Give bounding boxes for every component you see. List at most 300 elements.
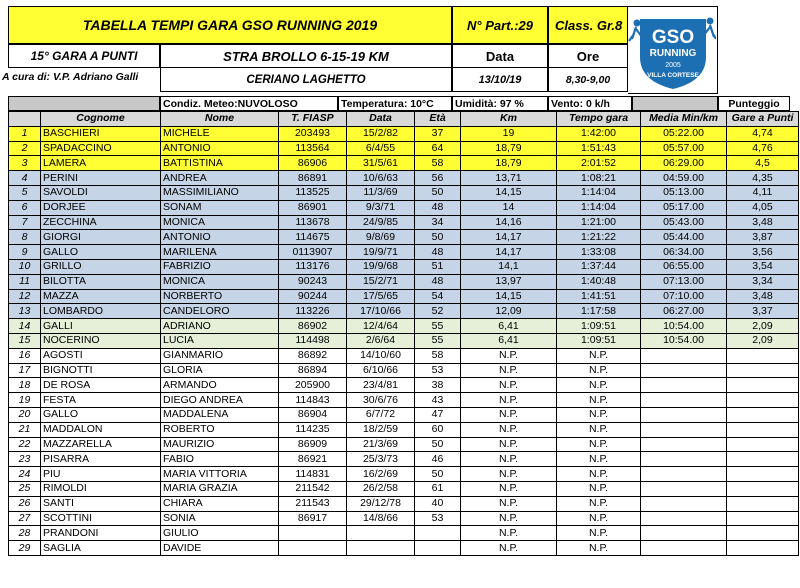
cell-media: 05:22.00 [641,126,727,141]
cell-media: 06:55.00 [641,259,727,274]
col-header: Cognome [41,112,161,127]
cell-nome: SONAM [161,200,279,215]
score-label: Punteggio [718,96,790,111]
cell-cognome: LAMERA [41,156,161,171]
cell-nome: NORBERTO [161,289,279,304]
cell-cognome: PRANDONI [41,526,161,541]
cell-punti [727,511,799,526]
cell-km: 14,16 [461,215,557,230]
cell-km: 14,17 [461,245,557,260]
cell-eta [415,526,461,541]
logo-runner-icon [628,7,716,93]
cell-punti: 4,76 [727,141,799,156]
table-row [9,541,799,556]
col-header: Tempo gara [557,112,641,127]
cell-nome: ROBERTO [161,422,279,437]
cell-punti: 4,05 [727,200,799,215]
cell-km: N.P. [461,541,557,556]
cell-punti: 3,56 [727,245,799,260]
cell-n: 17 [9,363,41,378]
cell-nome: CANDELORO [161,304,279,319]
cell-n: 10 [9,259,41,274]
svg-text:VILLA CORTESE: VILLA CORTESE [647,72,699,79]
table-header-row [9,112,799,127]
cell-cognome: GIORGI [41,230,161,245]
cell-km: 12,09 [461,304,557,319]
cell-nome: FABIO [161,452,279,467]
cell-media: 06:29.00 [641,156,727,171]
cell-data: 6/4/55 [347,141,415,156]
cell-media [641,496,727,511]
cell-data: 11/3/69 [347,185,415,200]
cell-tempo: 1:21:22 [557,230,641,245]
col-header: Data [347,112,415,127]
table-row [9,200,799,215]
cell-fiasp: 86906 [279,156,347,171]
results-table [8,111,799,556]
cell-fiasp: 90244 [279,289,347,304]
cell-km: N.P. [461,496,557,511]
cell-fiasp: 86917 [279,511,347,526]
cell-km: N.P. [461,452,557,467]
cell-punti: 4,74 [727,126,799,141]
cell-eta: 48 [415,245,461,260]
cell-cognome: BILOTTA [41,274,161,289]
cell-punti [727,467,799,482]
cell-km: 18,79 [461,141,557,156]
cell-tempo: 1:21:00 [557,215,641,230]
cell-media [641,437,727,452]
race-name: STRA BROLLO 6-15-19 KM [160,44,452,68]
cell-cognome: GRILLO [41,259,161,274]
cell-km: 14,15 [461,185,557,200]
cell-km: N.P. [461,378,557,393]
cell-fiasp: 114675 [279,230,347,245]
cell-fiasp: 113226 [279,304,347,319]
cell-fiasp: 86892 [279,348,347,363]
cell-tempo: N.P. [557,363,641,378]
cell-eta: 51 [415,259,461,274]
cell-nome: ANTONIO [161,141,279,156]
cell-media: 05:44.00 [641,230,727,245]
cell-media: 04:59.00 [641,171,727,186]
cell-n: 2 [9,141,41,156]
cell-n: 8 [9,230,41,245]
class-label: Class. Gr.8 [548,6,628,44]
cell-data: 31/5/61 [347,156,415,171]
cell-nome: SONIA [161,511,279,526]
curator-label: A cura di: V.P. Adriano Galli [2,71,139,83]
cell-data: 16/2/69 [347,467,415,482]
cell-tempo: 1:51:43 [557,141,641,156]
cell-data: 21/3/69 [347,437,415,452]
cell-fiasp: 86894 [279,363,347,378]
cell-n: 14 [9,319,41,334]
cell-eta: 50 [415,467,461,482]
svg-text:2005: 2005 [665,62,681,69]
cell-media: 05:43.00 [641,215,727,230]
table-row [9,437,799,452]
cell-nome: CHIARA [161,496,279,511]
cell-nome: LUCIA [161,333,279,348]
cell-cognome: AGOSTI [41,348,161,363]
cell-cognome: FESTA [41,393,161,408]
cell-punti: 4,5 [727,156,799,171]
cell-data [347,526,415,541]
cell-km: N.P. [461,422,557,437]
gara-label: 15° GARA A PUNTI [8,44,160,68]
cell-data: 29/12/78 [347,496,415,511]
cell-km: 6,41 [461,333,557,348]
col-header: Età [415,112,461,127]
cell-punti [727,541,799,556]
table-row [9,378,799,393]
cell-tempo: 1:14:04 [557,185,641,200]
table-row [9,185,799,200]
cell-nome: ADRIANO [161,319,279,334]
cell-eta: 37 [415,126,461,141]
wind: Vento: 0 k/h [548,96,632,111]
cell-n: 5 [9,185,41,200]
cell-n: 19 [9,393,41,408]
cell-cognome: BASCHIERI [41,126,161,141]
cell-km: N.P. [461,526,557,541]
cell-eta: 53 [415,511,461,526]
cell-n: 16 [9,348,41,363]
cell-km: 19 [461,126,557,141]
cell-data: 30/6/76 [347,393,415,408]
cell-eta: 54 [415,289,461,304]
cell-n: 21 [9,422,41,437]
cell-tempo: 1:37:44 [557,259,641,274]
col-header: Nome [161,112,279,127]
cell-nome: MASSIMILIANO [161,185,279,200]
cell-n: 6 [9,200,41,215]
cell-data: 15/2/71 [347,274,415,289]
participants-count: N° Part.:29 [452,6,548,44]
cell-eta: 46 [415,452,461,467]
cell-punti: 3,48 [727,215,799,230]
table-row [9,363,799,378]
cell-nome: MARILENA [161,245,279,260]
cell-n: 4 [9,171,41,186]
cell-tempo: N.P. [557,496,641,511]
cell-data: 9/8/69 [347,230,415,245]
cell-nome: ANDREA [161,171,279,186]
cell-punti [727,378,799,393]
cell-n: 23 [9,452,41,467]
cell-tempo: 1:09:51 [557,333,641,348]
cell-data: 6/7/72 [347,407,415,422]
cell-tempo: 1:14:04 [557,200,641,215]
cell-punti: 3,37 [727,304,799,319]
cell-eta: 61 [415,481,461,496]
cell-media [641,511,727,526]
table-row [9,171,799,186]
cell-n: 27 [9,511,41,526]
table-row [9,126,799,141]
cell-punti: 2,09 [727,333,799,348]
cell-punti [727,393,799,408]
table-row [9,215,799,230]
cell-punti: 4,35 [727,171,799,186]
cell-n: 24 [9,467,41,482]
location: CERIANO LAGHETTO [160,68,452,92]
table-row [9,259,799,274]
cell-fiasp: 113678 [279,215,347,230]
cell-cognome: SPADACCINO [41,141,161,156]
cell-fiasp: 113564 [279,141,347,156]
cell-tempo: N.P. [557,378,641,393]
cell-km: 13,97 [461,274,557,289]
cell-n: 11 [9,274,41,289]
cell-cognome: SCOTTINI [41,511,161,526]
cell-km: N.P. [461,393,557,408]
cell-km: 13,71 [461,171,557,186]
cell-nome: ARMANDO [161,378,279,393]
cell-fiasp: 205900 [279,378,347,393]
cell-data: 14/10/60 [347,348,415,363]
cell-cognome: ZECCHINA [41,215,161,230]
table-row [9,274,799,289]
cell-tempo: N.P. [557,422,641,437]
cell-fiasp: 0113907 [279,245,347,260]
cell-tempo: N.P. [557,452,641,467]
cell-n: 9 [9,245,41,260]
cell-cognome: MADDALON [41,422,161,437]
cell-media [641,422,727,437]
cell-km: N.P. [461,407,557,422]
cell-fiasp: 211542 [279,481,347,496]
cell-n: 26 [9,496,41,511]
cell-tempo: N.P. [557,481,641,496]
cell-n: 1 [9,126,41,141]
cell-km: 14,1 [461,259,557,274]
cell-fiasp: 86901 [279,200,347,215]
cell-punti [727,452,799,467]
svg-text:GSO: GSO [651,27,695,48]
cell-punti: 3,54 [727,259,799,274]
cell-data: 24/9/85 [347,215,415,230]
cell-km: 18,79 [461,156,557,171]
table-row [9,481,799,496]
table-row [9,526,799,541]
cell-nome: MARIA GRAZIA [161,481,279,496]
table-row [9,156,799,171]
cell-media [641,541,727,556]
cell-fiasp: 211543 [279,496,347,511]
cell-nome: MADDALENA [161,407,279,422]
cell-nome: GIANMARIO [161,348,279,363]
cell-data: 9/3/71 [347,200,415,215]
col-header: T. FIASP [279,112,347,127]
cell-tempo: 1:33:08 [557,245,641,260]
cell-tempo: 1:40:48 [557,274,641,289]
cell-data: 2/6/64 [347,333,415,348]
col-header: Km [461,112,557,127]
table-row [9,319,799,334]
cell-media: 07:13.00 [641,274,727,289]
cell-fiasp: 86909 [279,437,347,452]
cell-nome: MONICA [161,215,279,230]
cell-cognome: BIGNOTTI [41,363,161,378]
cell-eta: 53 [415,363,461,378]
cell-media: 05:17.00 [641,200,727,215]
cell-km: 14 [461,200,557,215]
cell-tempo: N.P. [557,407,641,422]
table-row [9,407,799,422]
cell-km: N.P. [461,348,557,363]
cell-tempo: N.P. [557,348,641,363]
cell-n: 15 [9,333,41,348]
cell-media [641,467,727,482]
cell-data: 19/9/68 [347,259,415,274]
cell-data: 26/2/58 [347,481,415,496]
cell-eta: 50 [415,437,461,452]
conditions-spacer-2 [632,96,718,111]
sheet-title: TABELLA TEMPI GARA GSO RUNNING 2019 [8,6,452,44]
cell-data: 14/8/66 [347,511,415,526]
gso-running-logo [628,6,718,94]
cell-data: 17/10/66 [347,304,415,319]
cell-cognome: GALLO [41,245,161,260]
cell-nome: MARIA VITTORIA [161,467,279,482]
cell-nome: MONICA [161,274,279,289]
cell-punti [727,348,799,363]
cell-cognome: DORJEE [41,200,161,215]
cell-cognome: MAZZA [41,289,161,304]
cell-eta: 48 [415,200,461,215]
table-row [9,393,799,408]
cell-eta: 48 [415,274,461,289]
cell-n: 13 [9,304,41,319]
cell-fiasp: 113176 [279,259,347,274]
cell-fiasp [279,526,347,541]
cell-punti [727,481,799,496]
cell-fiasp: 114831 [279,467,347,482]
cell-media: 05:57.00 [641,141,727,156]
cell-eta: 40 [415,496,461,511]
cell-cognome: LOMBARDO [41,304,161,319]
cell-data [347,541,415,556]
table-row [9,452,799,467]
cell-data: 23/4/81 [347,378,415,393]
cell-eta: 47 [415,407,461,422]
cell-tempo: N.P. [557,511,641,526]
cell-media: 10:54.00 [641,333,727,348]
cell-tempo: 1:41:51 [557,289,641,304]
table-row [9,348,799,363]
cell-cognome: PERINI [41,171,161,186]
table-row [9,304,799,319]
cell-fiasp: 86921 [279,452,347,467]
cell-fiasp: 86891 [279,171,347,186]
cell-data: 12/4/64 [347,319,415,334]
cell-cognome: GALLI [41,319,161,334]
cell-km: N.P. [461,511,557,526]
cell-media: 07:10.00 [641,289,727,304]
cell-nome: MAURIZIO [161,437,279,452]
cell-media: 06:34.00 [641,245,727,260]
cell-fiasp: 114498 [279,333,347,348]
cell-eta: 43 [415,393,461,408]
cell-fiasp: 90243 [279,274,347,289]
table-row [9,230,799,245]
cell-tempo: N.P. [557,393,641,408]
cell-eta: 60 [415,422,461,437]
cell-km: 14,17 [461,230,557,245]
cell-km: 6,41 [461,319,557,334]
ore-label: Ore [548,44,628,68]
cell-n: 3 [9,156,41,171]
cell-eta: 55 [415,333,461,348]
svg-text:RUNNING: RUNNING [649,48,697,59]
cell-cognome: RIMOLDI [41,481,161,496]
cell-data: 6/10/66 [347,363,415,378]
cell-punti: 4,11 [727,185,799,200]
cell-fiasp: 113525 [279,185,347,200]
cell-punti: 3,34 [727,274,799,289]
cell-tempo: N.P. [557,541,641,556]
conditions-spacer [8,96,160,111]
cell-nome: DIEGO ANDREA [161,393,279,408]
temperature: Temperatura: 10°C [338,96,452,111]
cell-tempo: 1:17:58 [557,304,641,319]
cell-eta: 38 [415,378,461,393]
cell-fiasp [279,541,347,556]
col-index-header [9,112,41,127]
cell-punti [727,437,799,452]
cell-eta: 50 [415,230,461,245]
cell-fiasp: 114843 [279,393,347,408]
cell-fiasp: 86904 [279,407,347,422]
table-row [9,289,799,304]
cell-fiasp: 86902 [279,319,347,334]
cell-fiasp: 114235 [279,422,347,437]
cell-km: 14,15 [461,289,557,304]
cell-data: 17/5/65 [347,289,415,304]
cell-eta: 56 [415,171,461,186]
cell-media: 06:27.00 [641,304,727,319]
cell-nome: ANTONIO [161,230,279,245]
table-row [9,467,799,482]
cell-km: N.P. [461,363,557,378]
cell-data: 19/9/71 [347,245,415,260]
cell-media [641,526,727,541]
cell-punti [727,407,799,422]
cell-n: 7 [9,215,41,230]
table-row [9,245,799,260]
cell-eta: 58 [415,156,461,171]
cell-eta [415,541,461,556]
cell-tempo: 1:42:00 [557,126,641,141]
humidity: Umidità: 97 % [452,96,548,111]
cell-tempo: N.P. [557,526,641,541]
cell-cognome: PISARRA [41,452,161,467]
cell-eta: 55 [415,319,461,334]
cell-km: N.P. [461,437,557,452]
cell-media [641,363,727,378]
cell-nome: GLORIA [161,363,279,378]
weather-conditions: Condiz. Meteo:NUVOLOSO [160,96,338,111]
cell-n: 18 [9,378,41,393]
cell-tempo: N.P. [557,467,641,482]
cell-punti [727,526,799,541]
cell-nome: FABRIZIO [161,259,279,274]
cell-eta: 64 [415,141,461,156]
cell-km: N.P. [461,467,557,482]
cell-tempo: 1:09:51 [557,319,641,334]
